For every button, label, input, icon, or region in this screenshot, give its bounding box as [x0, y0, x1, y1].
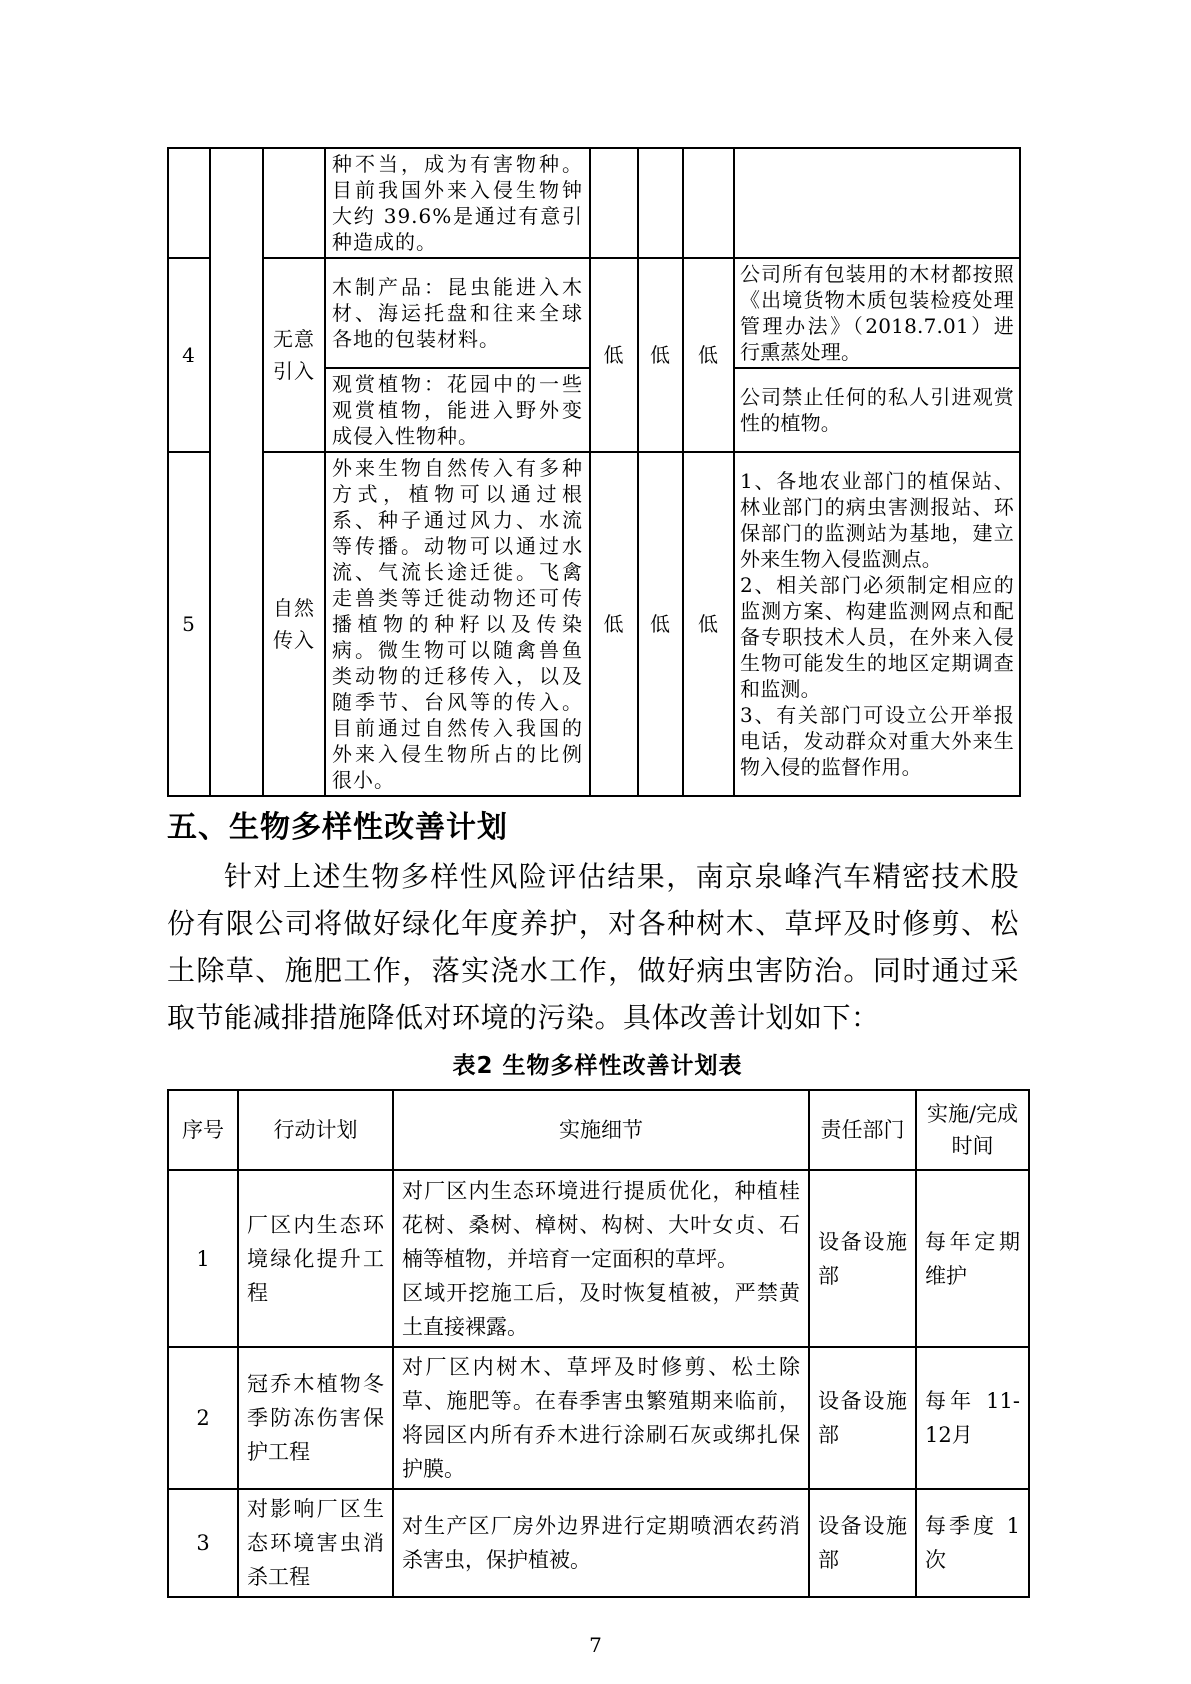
plan-dept-cell: 设备设施部 — [809, 1170, 916, 1347]
risk-level-cell-empty — [590, 148, 638, 258]
plan-details-paragraph: 区域开挖施工后，及时恢复植被，严禁黄土直接裸露。 — [402, 1280, 800, 1339]
plan-row — [168, 1489, 1029, 1597]
plan-details-cell — [393, 1170, 809, 1347]
plan-dept-cell: 设备设施部 — [809, 1347, 916, 1489]
plan-header-details: 实施细节 — [393, 1090, 809, 1170]
plan-action-cell: 对影响厂区生态环境害虫消杀工程 — [238, 1489, 393, 1597]
plan-seq-cell: 2 — [168, 1347, 238, 1489]
plan-dept-cell: 设备设施部 — [809, 1489, 916, 1597]
plan-time-cell: 每年 11-12月 — [916, 1347, 1029, 1489]
page-content — [167, 0, 1023, 1598]
risk-measure-cell: 公司禁止任何的私人引进观赏性的植物。 — [734, 368, 1020, 452]
risk-measure-cell — [734, 452, 1020, 796]
risk-category-cell: 自然传入 — [263, 452, 325, 796]
risk-category-cell: 无意引入 — [263, 258, 325, 452]
risk-measure-cell-empty — [734, 148, 1020, 258]
risk-level-cell-empty — [638, 148, 683, 258]
risk-level-cell: 低 — [590, 258, 638, 452]
risk-seq-cell: 4 — [168, 258, 210, 452]
plan-details-cell — [393, 1489, 809, 1597]
plan-header-time: 实施/完成时间 — [916, 1090, 1029, 1170]
plan-time-cell: 每季度 1次 — [916, 1489, 1029, 1597]
plan-time-cell: 每年定期维护 — [916, 1170, 1029, 1347]
plan-header-row — [168, 1090, 1029, 1170]
risk-desc-cell: 外来生物自然传入有多种方式，植物可以通过根系、种子通过风力、水流等传播。动物可以通过水流、气流长途迁徙。飞禽走兽类等迁徙动物还可传播植物的种籽以及传染病。微生物可以随禽兽鱼类动物的迁移传入，以及随季节、台风等的传入。目前通过自然传入我国的外来入侵生物所占的比例很小。 — [325, 452, 590, 796]
plan-details-paragraph: 对厂区内树木、草坪及时修剪、松土除草、施肥等。在春季害虫繁殖期来临前，将园区内所有乔木进行涂刷石灰或绑扎保护膜。 — [402, 1355, 800, 1481]
risk-measure-item: 2、相关部门必须制定相应的监测方案、构建监测网点和配备专职技术人员，在外来入侵生物可能发生的地区定期调查和监测。 — [740, 573, 1014, 701]
risk-row-4a — [168, 258, 1020, 368]
risk-level-cell-empty — [683, 148, 734, 258]
plan-seq-cell: 3 — [168, 1489, 238, 1597]
plan-row — [168, 1347, 1029, 1489]
risk-measure-item: 3、有关部门可设立公开举报电话，发动群众对重大外来生物入侵的监督作用。 — [740, 703, 1014, 779]
plan-action-cell: 冠乔木植物冬季防冻伤害保护工程 — [238, 1347, 393, 1489]
risk-level-cell: 低 — [638, 258, 683, 452]
risk-assessment-table — [167, 147, 1021, 797]
plan-action-cell: 厂区内生态环境绿化提升工程 — [238, 1170, 393, 1347]
risk-row-carryover — [168, 148, 1020, 258]
risk-seq-cell-empty — [168, 148, 210, 258]
plan-row — [168, 1170, 1029, 1347]
risk-level-cell: 低 — [683, 258, 734, 452]
risk-measure-item: 1、各地农业部门的植保站、林业部门的病虫害测报站、环保部门的监测站为基地，建立外来生物入侵监测点。 — [740, 469, 1014, 571]
plan-details-cell — [393, 1347, 809, 1489]
risk-category-cell-empty — [263, 148, 325, 258]
section-heading: 五、生物多样性改善计划 — [167, 810, 508, 845]
plan-seq-cell: 1 — [168, 1170, 238, 1347]
plan-header-action: 行动计划 — [238, 1090, 393, 1170]
section-paragraph: 针对上述生物多样性风险评估结果，南京泉峰汽车精密技术股份有限公司将做好绿化年度养护，对各种树木、草坪及时修剪、松土除草、施肥工作，落实浇水工作，做好病虫害防治。同时通过采取节能减排措施降低对环境的污染。具体改善计划如下： — [167, 860, 1019, 1034]
risk-merged-column-cell — [210, 148, 263, 796]
page-number: 7 — [589, 1633, 602, 1657]
risk-desc-cell: 木制产品：昆虫能进入木材、海运托盘和往来全球各地的包装材料。 — [325, 258, 590, 368]
plan-header-seq: 序号 — [168, 1090, 238, 1170]
risk-measure-cell: 公司所有包装用的木材都按照《出境货物木质包装检疫处理管理办法》（2018.7.01）进行熏蒸处理。 — [734, 258, 1020, 368]
risk-desc-cell: 种不当，成为有害物种。目前我国外来入侵生物钟大约 39.6%是通过有意引种造成的。 — [325, 148, 590, 258]
risk-level-cell: 低 — [683, 452, 734, 796]
risk-level-cell: 低 — [590, 452, 638, 796]
risk-row-5 — [168, 452, 1020, 796]
risk-level-cell: 低 — [638, 452, 683, 796]
plan-table-title: 表2 生物多样性改善计划表 — [452, 1053, 743, 1079]
risk-seq-cell: 5 — [168, 452, 210, 796]
plan-details-paragraph: 对生产区厂房外边界进行定期喷洒农药消杀害虫，保护植被。 — [402, 1514, 800, 1572]
plan-header-dept: 责任部门 — [809, 1090, 916, 1170]
improvement-plan-table — [167, 1089, 1030, 1598]
risk-desc-cell: 观赏植物：花园中的一些观赏植物，能进入野外变成侵入性物种。 — [325, 368, 590, 452]
plan-details-paragraph: 对厂区内生态环境进行提质优化，种植桂花树、桑树、樟树、构树、大叶女贞、石楠等植物，并培育一定面积的草坪。 — [402, 1178, 800, 1271]
